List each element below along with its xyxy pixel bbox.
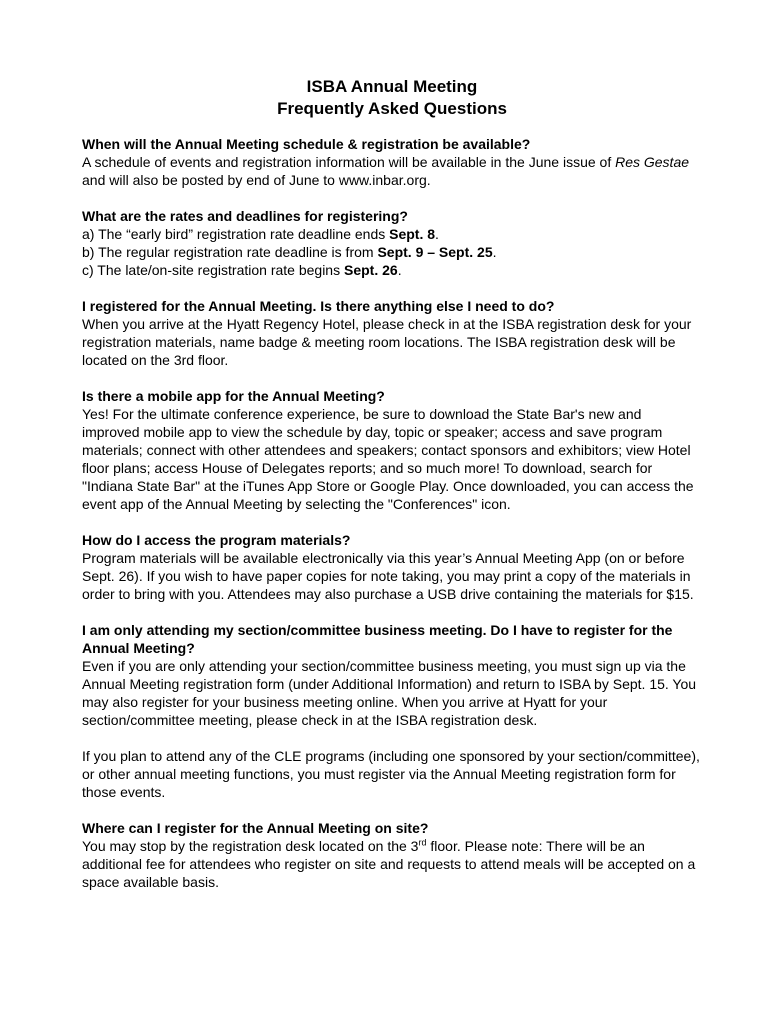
period: . — [492, 244, 497, 260]
answer-text: You may stop by the registration desk located on the 3 — [82, 838, 419, 854]
faq-item-section-meeting — [82, 621, 702, 801]
answer-text: A schedule of events and registration information will be available in the June issue of — [82, 154, 616, 170]
rate-line-late — [82, 261, 702, 279]
faq-question: Is there a mobile app for the Annual Meeting? — [82, 388, 385, 404]
period: . — [435, 226, 439, 242]
period: . — [397, 262, 402, 278]
rate-date: Sept. 26 — [344, 262, 398, 278]
rate-label: b) The regular registration rate deadline is from — [82, 244, 378, 260]
faq-question: What are the rates and deadlines for registering? — [82, 208, 408, 224]
publication-name: Res Gestae — [615, 154, 690, 170]
document-title — [82, 76, 702, 120]
faq-item-mobile-app — [82, 387, 702, 513]
faq-answer — [82, 225, 702, 279]
faq-answer — [82, 657, 702, 801]
faq-item-rates — [82, 207, 702, 279]
title-line-2: Frequently Asked Questions — [277, 99, 507, 118]
answer-text: floor. Please note: There will be an additional fee for attendees who register on site and requests to attend meals will be accepted on a space available basis. — [82, 838, 696, 890]
answer-text: and will also be posted by end of June to www.inbar.org. — [82, 172, 431, 188]
paragraph-spacer — [82, 729, 702, 747]
faq-question: How do I access the program materials? — [82, 532, 351, 548]
rate-date: Sept. 8 — [389, 226, 436, 242]
faq-question: Where can I register for the Annual Meeting on site? — [82, 820, 429, 836]
title-line-1: ISBA Annual Meeting — [306, 77, 478, 96]
faq-answer: Program materials will be available electronically via this year’s Annual Meeting App (on or before Sept. 26). If you wish to have paper copies for note taking, you may print a copy of the materials in order to bring with you. Attendees may also purchase a USB drive containing the materials for $15. — [82, 550, 694, 602]
faq-item-onsite — [82, 819, 702, 891]
rate-line-regular — [82, 243, 702, 261]
rate-label: c) The late/on-site registration rate begins — [82, 262, 344, 278]
faq-answer: Yes! For the ultimate conference experience, be sure to download the State Bar's new and improved mobile app to view the schedule by day, topic or speaker; access and save program materials; connect with other attendees and speakers; contact sponsors and exhibitors; view Hotel floor plans; access House of Delegates reports; and so much more! To download, search for "Indiana State Bar" at the iTunes App Store or Google Play. Once downloaded, you can access the event app of the Annual Meeting by selecting the "Conferences" icon. — [82, 406, 694, 512]
faq-answer — [82, 837, 702, 891]
document-page — [82, 76, 702, 909]
ordinal-suffix: rd — [418, 837, 427, 848]
faq-answer — [82, 153, 702, 189]
faq-item-registered — [82, 297, 702, 369]
faq-question: When will the Annual Meeting schedule & registration be available? — [82, 136, 531, 152]
rate-line-early-bird — [82, 225, 702, 243]
faq-item-program-materials — [82, 531, 702, 603]
rate-date: Sept. 9 – Sept. 25 — [377, 244, 493, 260]
faq-question: I am only attending my section/committee business meeting. Do I have to register for the Annual Meeting? — [82, 622, 673, 656]
faq-item-schedule — [82, 135, 702, 189]
faq-answer: When you arrive at the Hyatt Regency Hotel, please check in at the ISBA registration desk for your registration materials, name badge & meeting room locations. The ISBA registration desk will be located on the 3rd floor. — [82, 316, 692, 368]
rate-label: a) The “early bird” registration rate deadline ends — [82, 226, 390, 242]
faq-question: I registered for the Annual Meeting. Is there anything else I need to do? — [82, 298, 555, 314]
answer-paragraph-1: Even if you are only attending your section/committee business meeting, you must sign up via the Annual Meeting registration form (under Additional Information) and return to ISBA by Sept. 15. You may also register for your business meeting online. When you arrive at Hyatt for your section/committee meeting, please check in at the ISBA registration desk. — [82, 658, 697, 728]
answer-paragraph-2: If you plan to attend any of the CLE programs (including one sponsored by your section/committee), or other annual meeting functions, you must register via the Annual Meeting registration form for those events. — [82, 748, 700, 800]
